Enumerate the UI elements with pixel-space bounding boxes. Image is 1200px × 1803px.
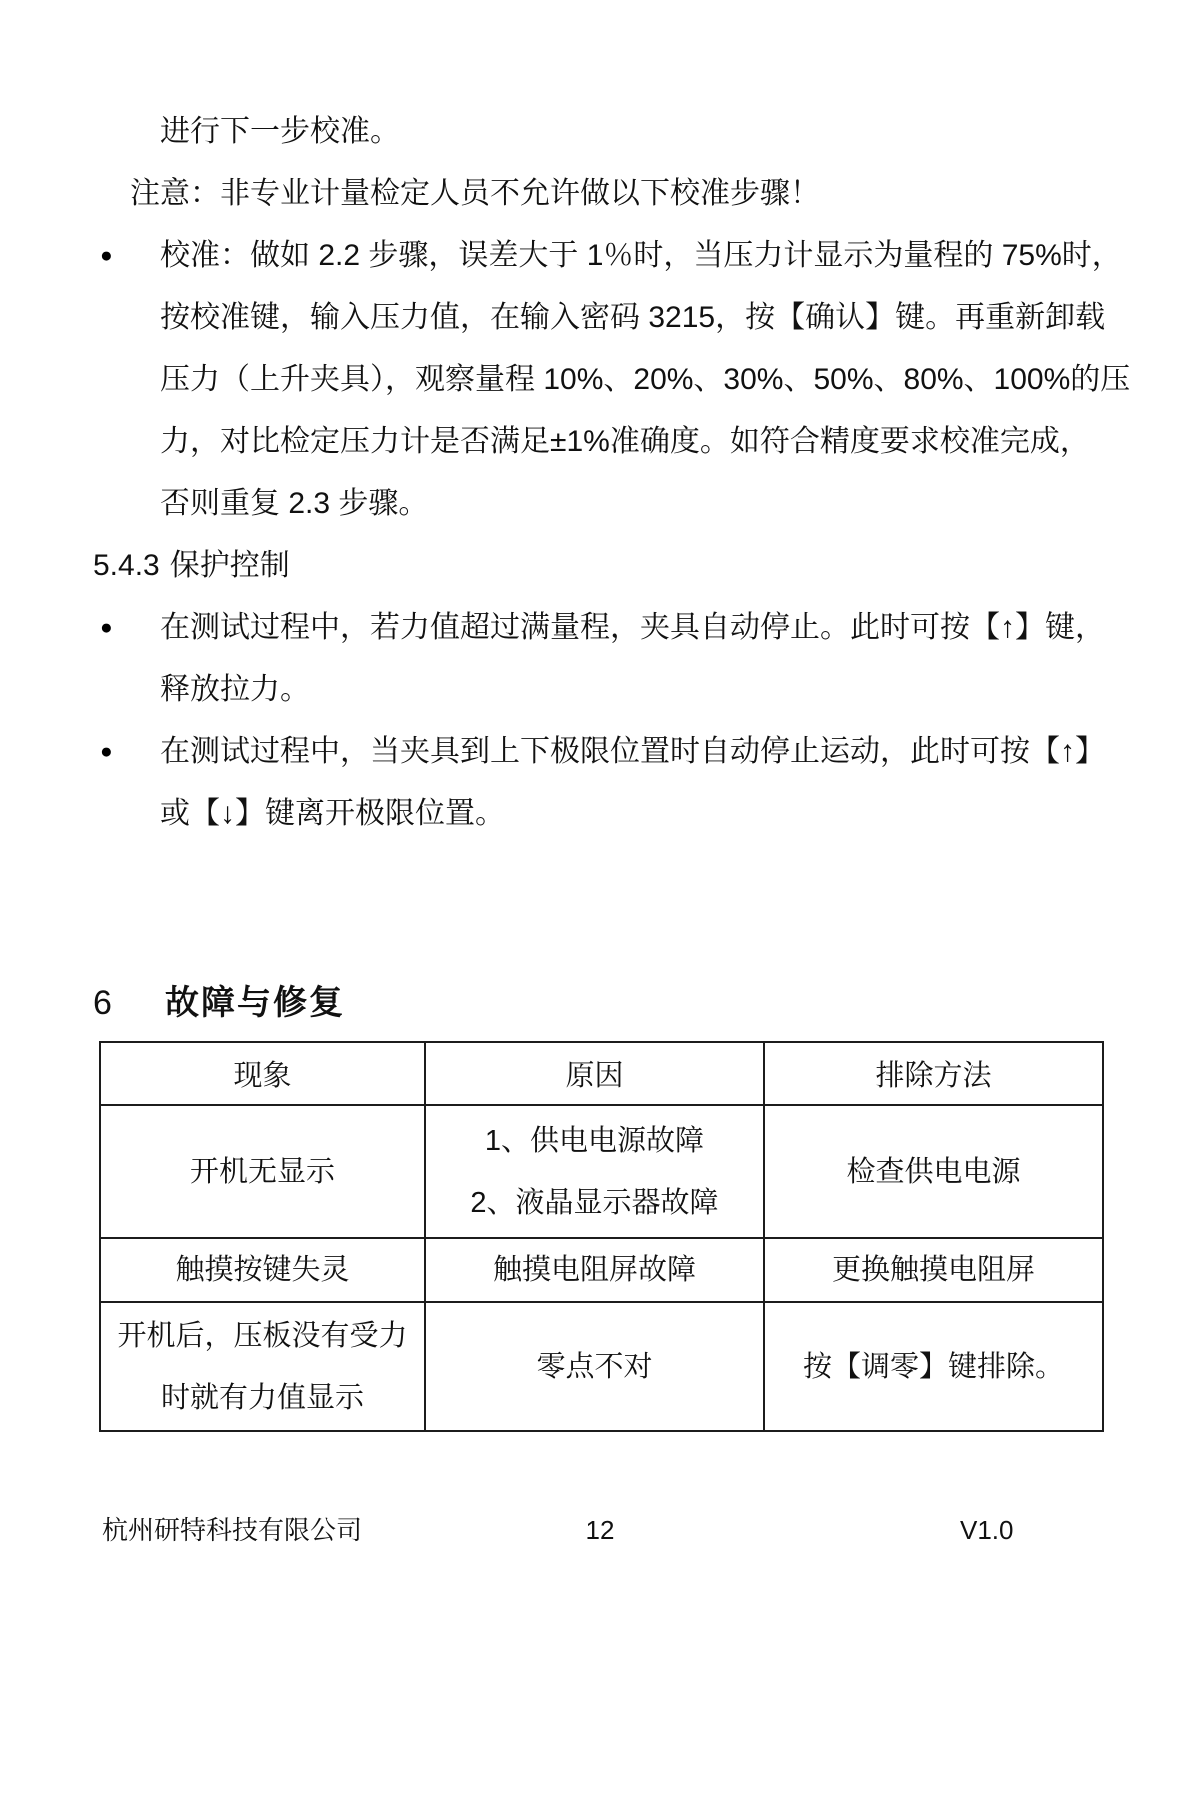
chapter-number: 6 [93, 984, 112, 1022]
manual-page [0, 101, 1200, 1803]
cell-line: 更换触摸电阻屏 [831, 1254, 1035, 1286]
section-5-4-3-heading [93, 535, 1200, 597]
troubleshooting-table [99, 1041, 1104, 1432]
cell-phenomenon [100, 1238, 425, 1302]
section-number: 5.4.3 [93, 549, 160, 582]
chapter-title: 故障与修复 [165, 984, 345, 1022]
calibration-bullet-text [160, 225, 1200, 535]
protection-bullet-2-text [160, 721, 1200, 845]
cell-remedy [764, 1238, 1103, 1302]
cell-cause [425, 1302, 764, 1431]
calibration-line-2: 按校准键，输入压力值，在输入密码 3215，按【确认】键。再重新卸载 [160, 301, 1106, 334]
cell-line: 开机后，压板没有受力 [117, 1319, 408, 1352]
cell-line: 触摸按键失灵 [175, 1254, 350, 1286]
protection-bullet-1-line-2: 释放拉力。 [160, 673, 310, 706]
protection-bullet-2-line-2: 或【↓】键离开极限位置。 [160, 797, 505, 830]
bullet-icon: ● [100, 616, 113, 639]
cell-line: 1、供电电源故障 [484, 1124, 705, 1157]
cell-line: 开机无显示 [189, 1155, 335, 1188]
calibration-line-4: 力，对比检定压力计是否满足±1%准确度。如符合精度要求校准完成， [160, 425, 1090, 458]
paragraph-continuation: 进行下一步校准。 [160, 115, 400, 148]
cell-remedy [764, 1302, 1103, 1431]
paragraph-notice: 注意：非专业计量检定人员不允许做以下校准步骤！ [130, 177, 820, 210]
table-row [100, 1302, 1103, 1431]
cell-line: 2、液晶显示器故障 [470, 1186, 719, 1219]
calibration-line-1: 校准：做如 2.2 步骤，误差大于 1％时，当压力计显示为量程的 75%时， [160, 239, 1122, 272]
cell-line: 检查供电电源 [846, 1155, 1021, 1188]
chapter-6-heading [93, 981, 1200, 1025]
section-title: 保护控制 [169, 549, 290, 582]
cell-line: 时就有力值显示 [160, 1381, 364, 1414]
cell-remedy [764, 1105, 1103, 1238]
cell-cause [425, 1238, 764, 1302]
footer-page-number: 12 [585, 1515, 615, 1545]
bullet-icon: ● [100, 244, 113, 267]
column-header-remedy: 排除方法 [764, 1042, 1103, 1105]
cell-line: 零点不对 [536, 1350, 653, 1383]
footer-version: V1.0 [960, 1515, 1014, 1545]
table-row [100, 1238, 1103, 1302]
cell-phenomenon [100, 1105, 425, 1238]
table-row [100, 1105, 1103, 1238]
column-header-phenomenon: 现象 [100, 1042, 425, 1105]
protection-bullet-1-line-1: 在测试过程中，若力值超过满量程，夹具自动停止。此时可按【↑】键， [160, 611, 1105, 644]
cell-line: 触摸电阻屏故障 [492, 1254, 696, 1286]
footer-company: 杭州研特科技有限公司 [102, 1515, 363, 1545]
calibration-line-3: 压力（上升夹具），观察量程 10%、20%、30%、50%、80%、100%的压 [160, 363, 1131, 396]
calibration-line-5: 否则重复 2.3 步骤。 [160, 487, 429, 520]
bullet-icon: ● [100, 740, 113, 763]
table-header-row [100, 1042, 1103, 1105]
protection-bullet-item-2 [100, 721, 1200, 845]
page-footer [0, 1512, 1200, 1552]
cell-cause [425, 1105, 764, 1238]
calibration-bullet-item [100, 225, 1200, 535]
column-header-cause: 原因 [425, 1042, 764, 1105]
protection-bullet-item-1 [100, 597, 1200, 721]
cell-line: 按【调零】键排除。 [802, 1350, 1064, 1383]
cell-phenomenon [100, 1302, 425, 1431]
protection-bullet-1-text [160, 597, 1200, 721]
protection-bullet-2-line-1: 在测试过程中，当夹具到上下极限位置时自动停止运动，此时可按【↑】 [160, 735, 1105, 768]
